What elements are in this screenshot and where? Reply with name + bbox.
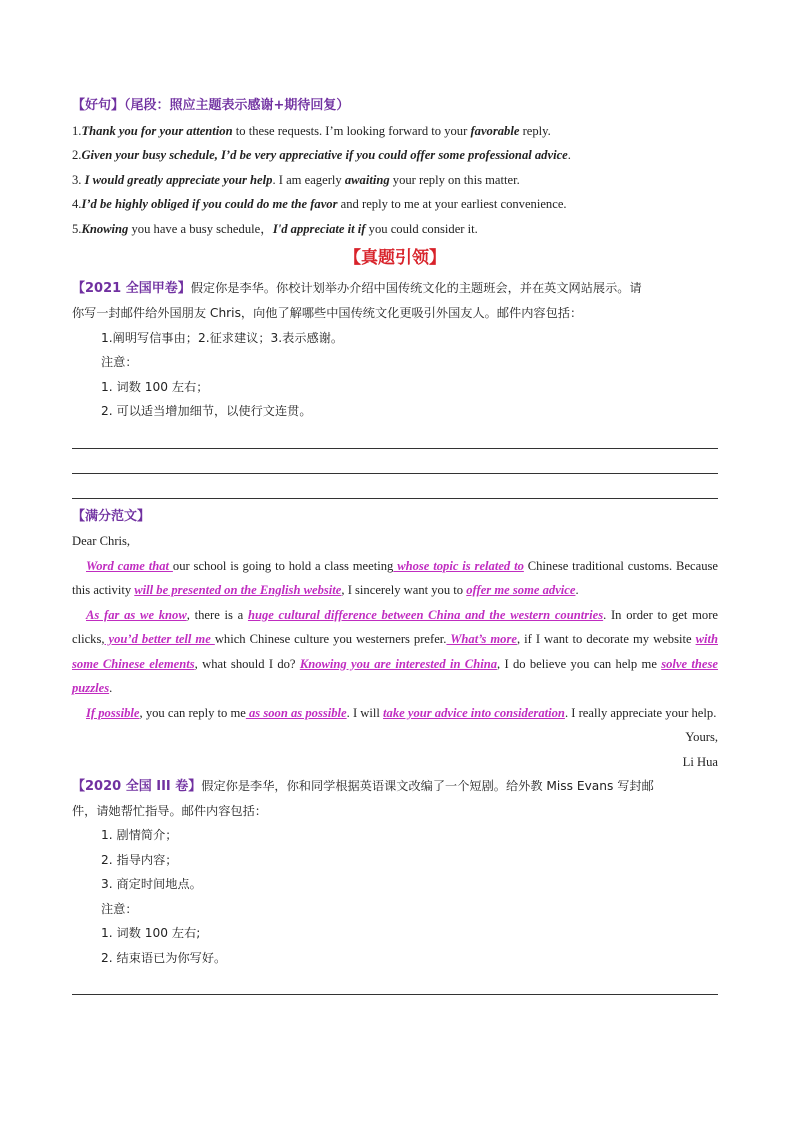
task1-prompt-line2: 你写一封邮件给外国朋友 Chris，向他了解哪些中国传统文化更吸引外国友人。邮件内容包括：	[72, 306, 583, 320]
key-phrase: I’d be highly obliged if you could do me the favor	[81, 197, 338, 211]
essay-text: , there is a	[186, 607, 248, 622]
key-phrase: Given your busy schedule, I’d be very appreciative if you could offer some professional advice	[81, 148, 568, 162]
sentence-text: . I am eagerly	[272, 172, 345, 187]
item-number: 5.	[72, 221, 82, 236]
highlighted-phrase: If possible	[86, 705, 140, 720]
task2-prompt-line1	[72, 774, 718, 799]
good-sentence-item	[72, 143, 718, 168]
task2-point-2: 2. 指导内容；	[101, 852, 178, 867]
essay-text: .	[575, 583, 579, 597]
answer-line	[72, 970, 718, 995]
essay-text: , I do believe you can help me	[497, 656, 662, 671]
sentence-text: reply.	[519, 123, 551, 138]
essay-text: Chinese traditional customs. Because this activity	[72, 558, 719, 597]
task2-point-3: 3. 商定时间地点。	[101, 877, 202, 891]
key-phrase: I would greatly appreciate your help	[84, 172, 273, 187]
answer-line	[72, 474, 718, 499]
page	[72, 94, 718, 995]
sentence-text: .	[567, 148, 571, 162]
essay-text: , I sincerely want you to	[341, 583, 467, 597]
good-sentences-heading: 【好句】（尾段：照应主题表示感谢+期待回复）	[72, 98, 350, 113]
task2-tag: 【2020 全国 III 卷】	[72, 779, 202, 794]
essay-closing: Yours,	[685, 730, 718, 744]
item-number: 2.	[72, 148, 82, 162]
essay-text: , what should I do?	[194, 656, 300, 671]
task1-note-2: 2. 可以适当增加细节，以使行文连贯。	[101, 404, 312, 418]
task2-point-1: 1. 剧情简介；	[101, 828, 178, 842]
highlighted-phrase: whose topic is related to	[393, 558, 524, 573]
task1-tag: 【2021 全国甲卷】	[72, 281, 191, 296]
essay-text: . In order to get more clicks,	[72, 607, 718, 646]
essay-text: , if I want to decorate my website	[516, 632, 696, 646]
task2-prompt-line2: 件，请她帮忙指导。邮件内容包括：	[72, 803, 267, 818]
highlighted-phrase: will be presented on the English website	[134, 583, 342, 597]
section-title: 【真题引领】	[344, 248, 446, 268]
key-phrase: favorable	[470, 123, 520, 138]
highlighted-phrase: Word came that	[86, 558, 173, 573]
highlighted-phrase: you’d better tell me	[104, 632, 215, 646]
task1-content-points: 1.阐明写信事由；2.征求建议；3.表示感谢。	[101, 330, 344, 345]
essay-text: . I really appreciate your help.	[564, 705, 717, 720]
task2-prompt-text1: 假定你是李华，你和同学根据英语课文改编了一个短剧。给外教 Miss Evans 写封邮	[201, 779, 654, 793]
sentence-text: and reply to me at your earliest convenience.	[337, 197, 567, 211]
essay-text: . I will	[346, 705, 384, 720]
sentence-text: you could consider it.	[365, 221, 478, 236]
model-essay-heading: 【满分范文】	[72, 508, 151, 524]
task1-prompt-text1: 假定你是李华。你校计划举办介绍中国传统文化的主题班会，并在英文网站展示。请	[190, 281, 642, 295]
essay-text: , you can reply to me	[139, 705, 246, 720]
task2-note-2: 2. 结束语已为你写好。	[101, 950, 227, 965]
sentence-text: to these requests. I’m looking forward to your	[232, 123, 471, 138]
key-phrase: I'd appreciate it if	[272, 221, 366, 236]
task1-prompt-line1	[72, 275, 718, 301]
essay-body	[72, 554, 718, 726]
good-sentence-item	[72, 192, 718, 217]
essay-paragraph	[72, 701, 718, 726]
task2-note-label: 注意：	[101, 901, 138, 916]
highlighted-phrase: with some Chinese elements	[72, 632, 718, 671]
highlighted-phrase: offer me some advice	[466, 583, 576, 597]
highlighted-phrase: take your advice into consideration	[383, 705, 565, 720]
highlighted-phrase: Knowing you are interested in China	[299, 656, 498, 671]
good-sentence-item	[72, 119, 718, 144]
key-phrase: Knowing	[81, 221, 129, 236]
sentence-text: you have a busy schedule，	[128, 221, 273, 236]
good-sentences-list	[72, 119, 718, 242]
key-phrase: awaiting	[344, 172, 390, 187]
task1-note-1: 1. 词数 100 左右；	[101, 379, 209, 394]
essay-greeting: Dear Chris,	[72, 534, 131, 548]
essay-text: .	[109, 681, 113, 695]
task2-note-1: 1. 词数 100 左右;	[101, 926, 201, 940]
essay-signature: Li Hua	[682, 754, 718, 769]
essay-paragraph	[72, 603, 718, 701]
essay-text: which Chinese culture you westerners prefer.	[214, 632, 447, 646]
sentence-text: your reply on this matter.	[389, 172, 520, 187]
item-number: 1.	[72, 123, 82, 138]
item-number: 3.	[72, 172, 85, 187]
highlighted-phrase: huge cultural difference between China and the western countries	[247, 607, 604, 622]
highlighted-phrase: as soon as possible	[245, 705, 347, 720]
good-sentence-item	[72, 168, 718, 193]
good-sentence-item	[72, 217, 718, 242]
highlighted-phrase: solve these puzzles	[72, 656, 719, 695]
essay-paragraph	[72, 554, 718, 603]
answer-line	[72, 424, 718, 449]
highlighted-phrase: As far as we know	[86, 607, 187, 622]
essay-text: our school is going to hold a class meeting	[172, 558, 394, 573]
answer-line	[72, 449, 718, 474]
task1-note-label: 注意：	[101, 355, 138, 369]
highlighted-phrase: What’s more	[446, 632, 517, 646]
item-number: 4.	[72, 197, 82, 211]
key-phrase: Thank you for your attention	[81, 123, 233, 138]
